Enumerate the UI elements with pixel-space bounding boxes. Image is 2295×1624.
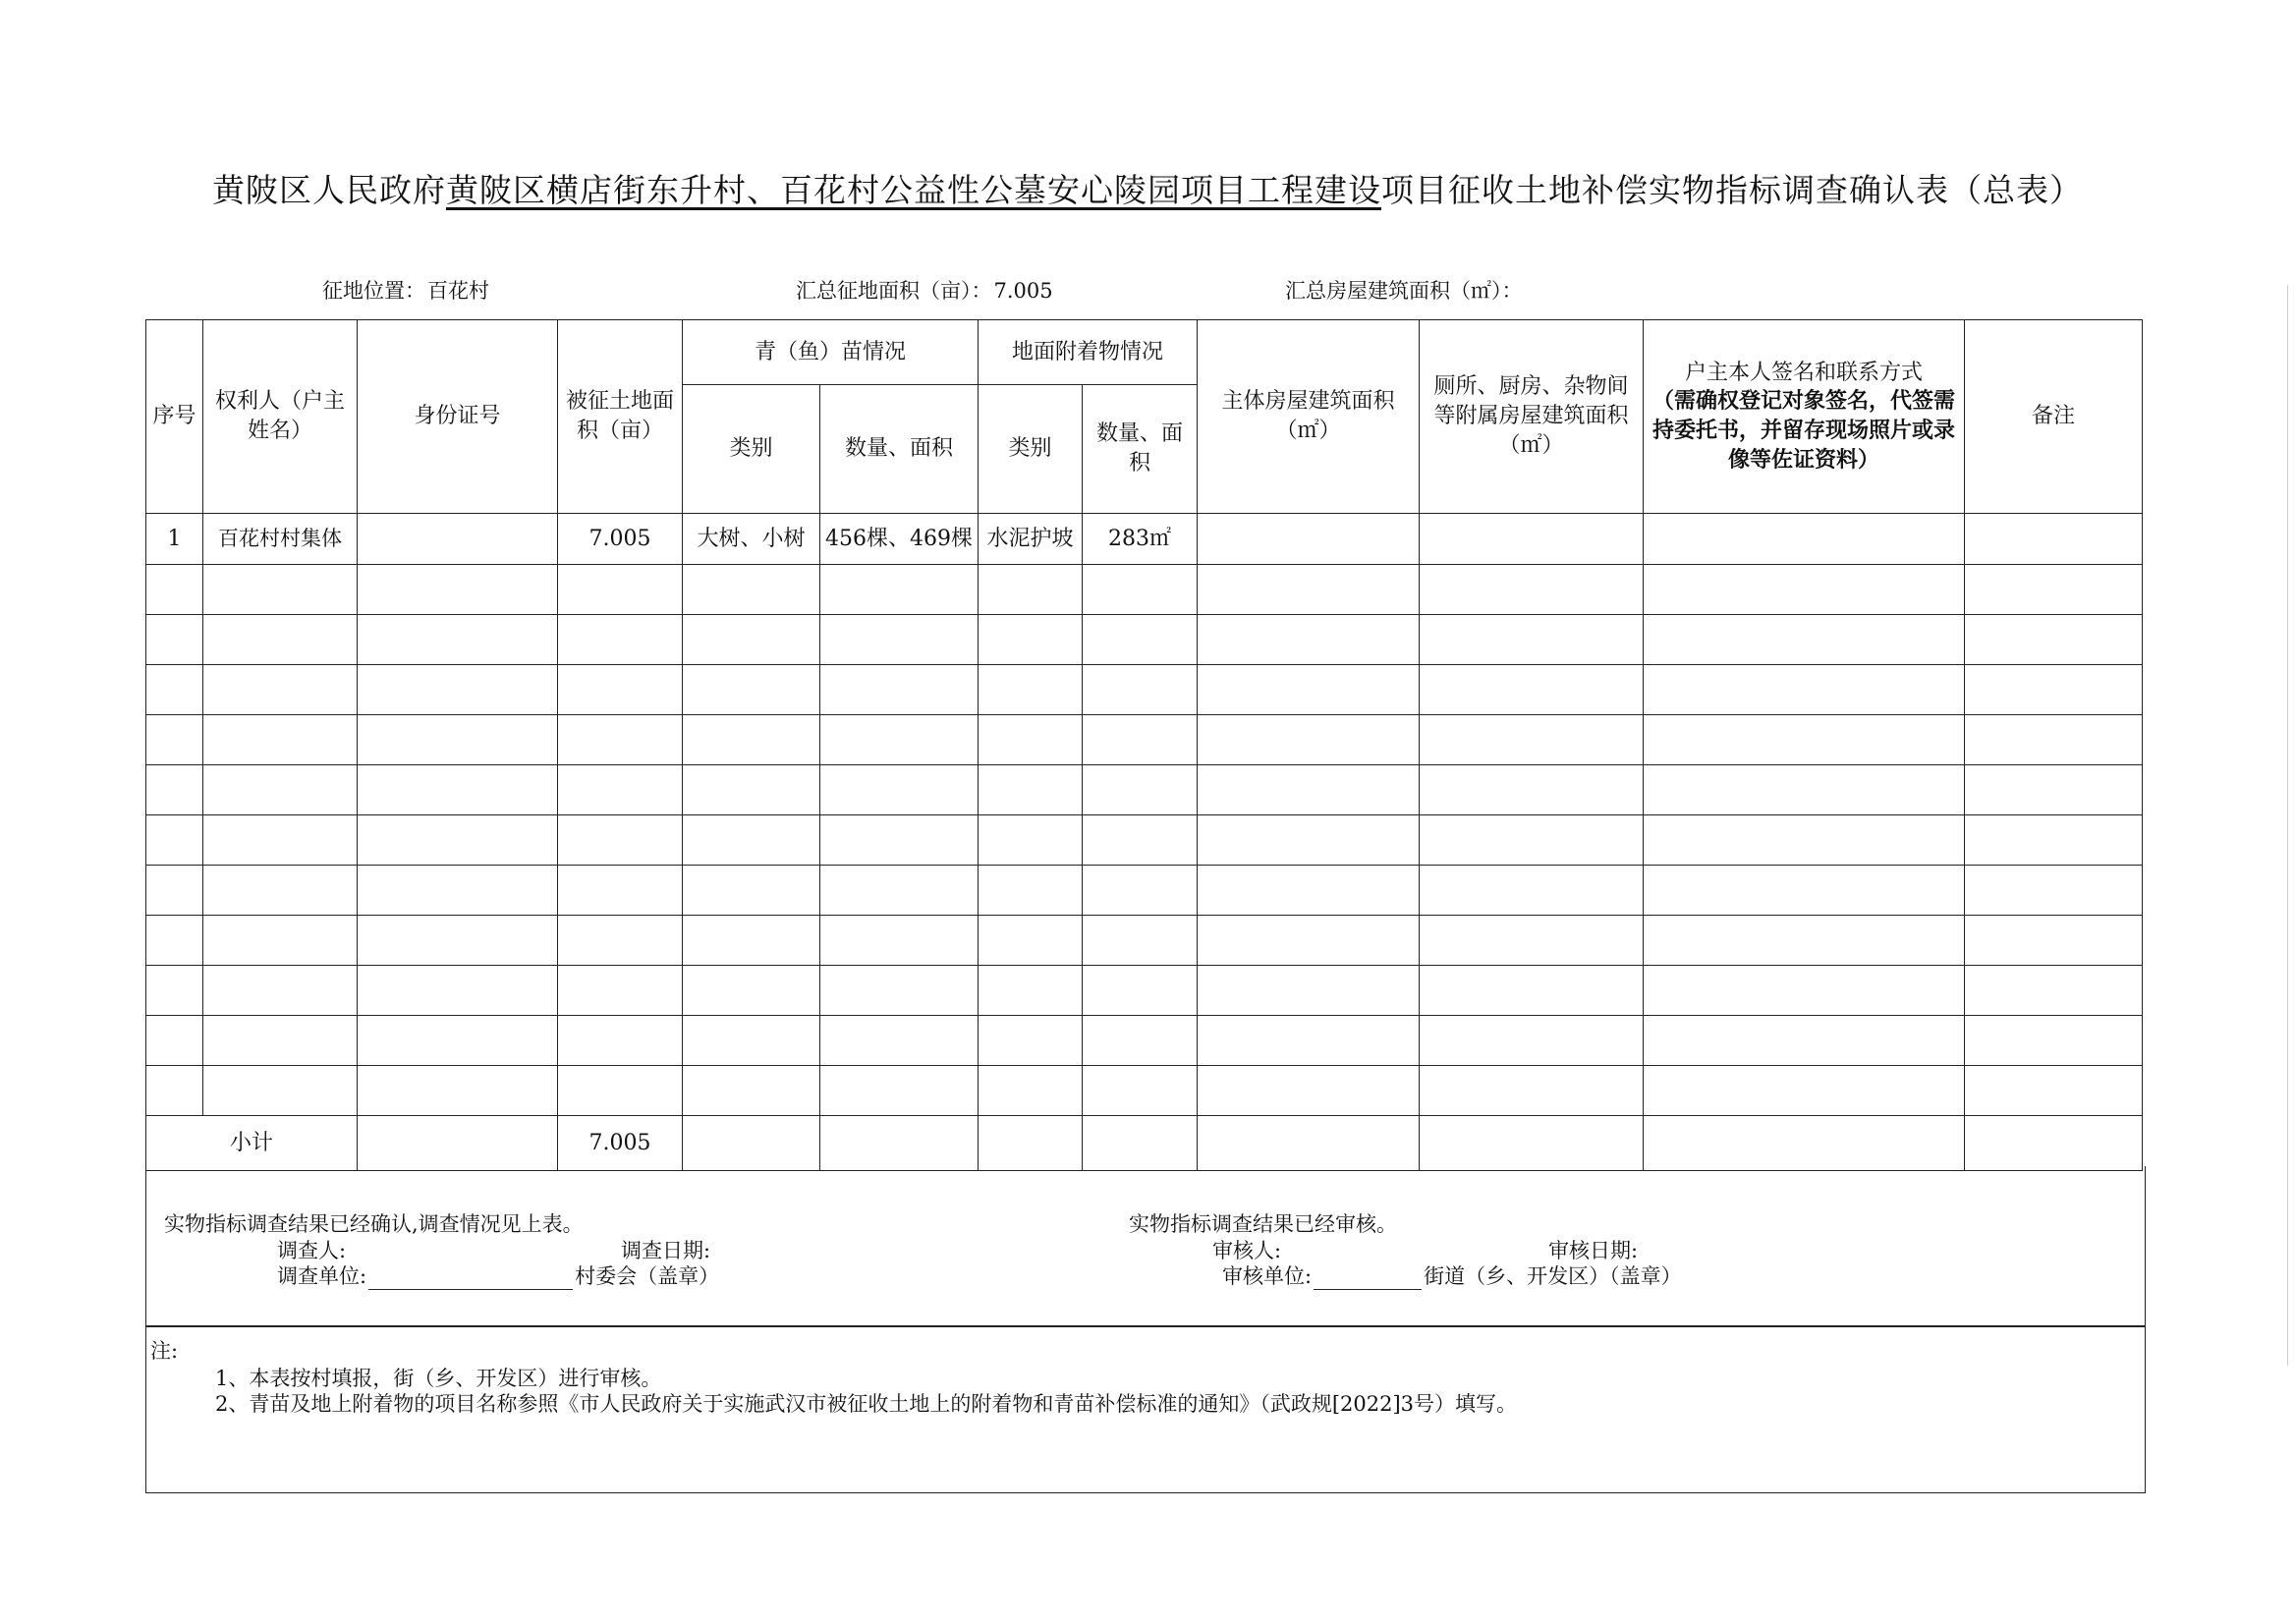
cell-seedling-qty: 456棵、469棵 [820,514,979,565]
review-unit [1222,1260,1682,1290]
review-unit-label: 审核单位: [1222,1264,1313,1288]
table-row [146,514,2143,565]
subtotal-row [146,1116,2143,1171]
cell-aux-building [1420,514,1644,565]
note-item: 1、本表按村填报，街（乡、开发区）进行审核。 [215,1367,662,1390]
investigation-unit-blank [368,1267,573,1290]
empty-row [146,615,2143,665]
header-remarks: 备注 [1965,320,2143,514]
empty-row [146,966,2143,1016]
cell-remarks [1965,514,2143,565]
header-signature-note: （需确权登记对象签名，代签需持委托书，并留存现场照片或录像等佐证资料） [1652,388,1956,473]
header-land-area: 被征土地面积（亩） [558,320,683,514]
header-attachment-group: 地面附着物情况 [979,320,1198,385]
cell-attachment-qty: 283㎡ [1083,514,1198,565]
empty-row [146,665,2143,715]
header-id-number: 身份证号 [358,320,558,514]
subtotal-label: 小计 [146,1116,358,1171]
investigation-unit [277,1260,719,1290]
header-aux-building: 厕所、厨房、杂物间等附属房屋建筑面积（㎡） [1420,320,1644,514]
empty-row [146,765,2143,815]
title-suffix: 项目征收土地补偿实物指标调查确认表（总表） [1381,171,2083,209]
review-date-label: 审核日期: [1548,1239,1639,1262]
empty-row [146,715,2143,765]
notes-label: 注: [150,1339,179,1363]
investigation-unit-label: 调查单位: [277,1264,367,1288]
header-attachment-type: 类别 [979,385,1083,514]
investigator-label: 调查人: [277,1239,347,1262]
empty-row [146,1066,2143,1116]
header-seq: 序号 [146,320,203,514]
cell-signature [1644,514,1965,565]
empty-row [146,866,2143,916]
street-seal-label: 街道（乡、开发区）（盖章） [1424,1264,1682,1288]
investigation-date-label: 调查日期: [621,1239,711,1262]
empty-row [146,565,2143,615]
cell-attachment-type: 水泥护坡 [979,514,1083,565]
page-title [0,165,2295,211]
cell-main-building [1198,514,1420,565]
title-prefix: 黄陂区人民政府 [212,171,446,209]
header-seedling-type: 类别 [683,385,820,514]
header-owner: 权利人（户主姓名） [203,320,358,514]
total-land-area-value: 7.005 [993,279,1053,303]
header-signature-title: 户主本人签名和联系方式 [1685,360,1924,385]
note-item: 2、青苗及地上附着物的项目名称参照《市人民政府关于实施武汉市被征收土地上的附着物和青苗补偿标准的通知》（武政规[2022]3号）填写。 [215,1392,1518,1416]
cell-seedling-type: 大树、小树 [683,514,820,565]
land-location [322,275,491,305]
confirmation-section [145,1166,2146,1326]
header-attachment-qty: 数量、面积 [1083,385,1198,514]
subtotal-area: 7.005 [558,1116,683,1171]
header-row-1 [146,320,2143,385]
review-unit-blank [1314,1267,1422,1290]
header-signature [1644,320,1965,514]
total-land-area [796,275,1055,305]
cell-id-number [358,514,558,565]
notes-section [145,1326,2146,1493]
cell-seq: 1 [146,514,203,565]
village-seal-label: 村委会（盖章） [575,1264,720,1288]
empty-row [146,815,2143,866]
land-location-value: 百花村 [427,279,489,303]
header-seedling-group: 青（鱼）苗情况 [683,320,979,385]
cell-land-area: 7.005 [558,514,683,565]
total-land-area-label: 汇总征地面积（亩）： [796,279,992,303]
land-location-label: 征地位置： [322,279,425,303]
empty-row [146,916,2143,966]
scan-edge-line [2287,285,2288,1366]
reviewer-label: 审核人: [1212,1239,1282,1262]
total-building-area [1285,275,1525,305]
title-project-name: 黄陂区横店街东升村、百花村公益性公墓安心陵园项目工程建设 [446,171,1381,209]
header-seedling-qty: 数量、面积 [820,385,979,514]
compensation-table [145,319,2143,1171]
header-main-building: 主体房屋建筑面积（㎡） [1198,320,1420,514]
cell-owner: 百花村村集体 [203,514,358,565]
total-building-area-label: 汇总房屋建筑面积（㎡）： [1285,279,1523,303]
investigation-statement: 实物指标调查结果已经确认,调查情况见上表。 [164,1212,584,1236]
review-statement: 实物指标调查结果已经审核。 [1129,1212,1397,1236]
empty-row [146,1016,2143,1066]
